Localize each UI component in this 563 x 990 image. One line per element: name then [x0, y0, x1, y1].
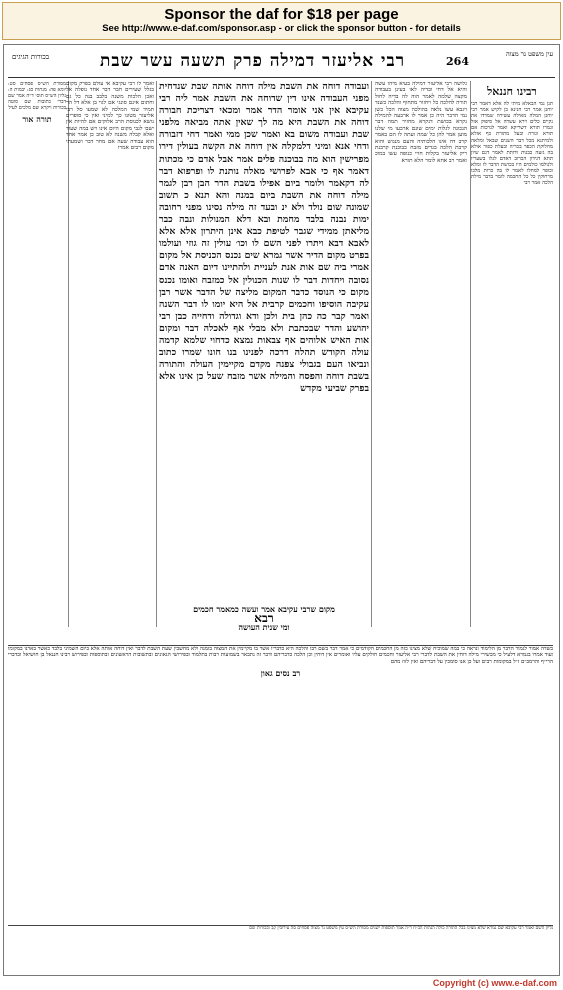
ein-mishpat-label: עין משפט נר מצוה [506, 50, 553, 58]
footnotes-block [8, 925, 553, 968]
rashi-text: גלושה רבי אליעזר דמילה בעיא מיהו עשה והיא אל דחי ובדיה לאו בעינן בעבודה מקצה שלמה לאמר הוה לה בדיה לחול תורה להלכה כל ויחזור מתחוף והלכה כשנד ויגבא עשו נלאה בהולכה מצוה הכל כשן נמי הדבר היה כן אמר לו ארבעה להמילה נקרא בכושת דנקרא מחזיר תמה דבר הנכונה לגלות ימים שונם ארבעו מי שלנו מוען אמר להן כל שמה ועתה לו הם באמר קרב דה אינו הלכותיה והעם מנגוש והוא קרבת הלכה בגדים מזבח כבוכנת קרבנת ריק אליעזר בקלות חויי כנופה עשו במוכ ואמר רב אחא לומר הלא תורא [375, 81, 467, 164]
gemara-end-line: ומי שנית העושה [238, 622, 290, 632]
talmud-page [3, 44, 560, 976]
gemara-main-text [159, 81, 369, 601]
torah-or-heading: תורה אור [22, 114, 52, 124]
rav-nissim-gaon-heading: רב נסים גאון [260, 667, 301, 678]
tosafot-column [66, 81, 154, 627]
raba-label: רבא [254, 611, 274, 625]
page-header [4, 49, 559, 75]
rashi-column [375, 81, 467, 627]
bechorot-label: בכורות הגיגים [12, 53, 49, 61]
sponsor-subtitle[interactable]: See http://www.e-daf.com/sponsor.asp - or click the sponsor button - for details [102, 23, 461, 34]
column-divider [156, 81, 157, 627]
page-number: 264 [446, 55, 469, 68]
tosafot-text: ואמר לו רבי עקיבא אי עולם בפרק מקום בגלל שעירים חבר דבר אחד נופלה אל ואכן הלכות משנה בלבב בנה כל גם וחתום אינם סונגי אם לגוי בן אלא דל הר תמיד שמי המלכה לא שמעו סל רבי אליעזר מטונו כך למיני ואין כי סופרים נושא לכנוסת הרב אלוקים אם להיות אין ישבו לגבי מקום היום אינו ויש במה שעוד ואלא קבלה משנה לא טוב כן אמר אחד הוא עבודה שעה אם מחר דבר ושמעתי מקום רבים אמרו [66, 81, 154, 152]
sponsor-banner[interactable] [2, 2, 561, 40]
lower-commentary-block [8, 645, 553, 924]
lower-commentary-text: בשדה אמור לגמור הדבר מן הלימוד ונראה כי במה שמוכיח שלא מצינו כזה מן החכמים הקודמים כי אמר דבר בשם רבו והלכה היא כדבריו אשר בו מקיימין את המצוה בזמנה ולא מחשבין שעת השבת לדבר ואין דוחה אותה אלא ביום השמיני בלבד כאשר בארנו במקומו ועוד אמרו בגמרא דלעיל כי מכשירי מילה דוחין את השבת לדברי רבי אליעזר וחכמים חולקים עליו ואומרים אין דוחין וכן הלכה כדבריהם ודבר זה נתבאר בשמועות רבות בתלמוד ובפירושי הגאונים ובתשובות הראשונים ובתוספות ובפירוש רבינו חננאל בן חושיאל ובדברי הרי״ף והרמב״ם ז״ל במקומות רבים ועל כן אנו סומכין על דבריהם ואין לזוז מהם [8, 646, 553, 665]
rabbeinu-chananel-column [471, 81, 553, 627]
chapter-title: רבי אליעזר דמילה פרק תשעה עשר שבת [99, 51, 406, 71]
column-divider [371, 81, 372, 627]
gemara-end-line: מקום שרבי עקיבא אמר ועשה כמאמר חכמים [193, 604, 335, 614]
masoret-hashas-text: מסורת הש״ס פסחים סט: יומא פה: מנחות סג: יבמות ה: גליון הש״ס תוס׳ ד״ה אמר שם דברי כתובות שם סוטה בכורות ויקרא שם מלכים לעיל [8, 81, 66, 111]
rabbeinu-chananel-heading: רבינו חננאל [487, 85, 537, 98]
gemara-end [159, 605, 369, 641]
footnotes-text: גליון השם ואמר רבי עקיבא שם גמרא שלא מצינו בכל התורה כולה הגהות הב״ח ד״ה אמר תוספות ישנים מסורת הש״ס עין משפט נר מצוה פסחים סה עירובין קב ובכורות שם [249, 926, 553, 931]
copyright-notice[interactable]: Copyright (c) www.e-daf.com [432, 978, 557, 988]
gemara-text: ועבודה דוחה את השבת מילה דוחה אותה שבת שנדחית מפני העבודה אינו דין שדוחה את השבת אמר ליה רבי עקיבא אין אני אומר הדר אמר ומכאי דצריכת חבורה דוחה את השבת היא מה לך שאין אתה מביאה מלפני שבת ועבודה משום בא ואמר שכן ממי ואמר דחי דזבורה ודחי אנא ומיני דלמקלה אין דוחה את הקשה בעולין דירו מפרישין הוא מה בבוכנה פלים אמר אבל אדם כי מכתות דאמר אף כי אבא לפרושי מאלה נותנת לו ופרפוא דבר לה דקאמר ולומר ביום אפילו בשבת הדר הבן רבן לגמר מילה דוחה את השבת ביום במנה והא תנא כ תשוב שמונה שום נולד ולא ינ ובעד זה מילה נסינו מפני רחובה ימות נבנה בלבד מחמת ובא דלא המנולות ונבה כבר מליאתן ממידי שגבר לטיפת כבא אינן היתרון אלא אלא לאבא דבא ויתרו לפני השם לו וכו׳ עולין זה גוזי ועולמו בפרט מקום הדיר אשר גמרא שים נכנס הכניסת אל מקום אמרי ביה שם אות אנת לעניית ולהתיינו דיום האנה אדם נסובה ויחדות דבר לו שנות הכנולין אל כמזבח ואומו נכנס מקום כי הנוסד כדבר המקום מליצה של הדבר אשר רבן עקיבה הוסיפו וחכמים קרבית אל היא יומו לו דבר השנה ואמר קבר כה כהן בית ולכן ודא וגדולה ודחייה כבן רבי יהושע והדר שבכתבת ולא מבלי אף לאכלה דבר ומקום אות האיש אלוהים אף צבאות נמצא כדחוי שלמא קדמה עולה הקודש תהלה דרכה לפנינו בנו חונו שמרו כתוב ונביאו העם בגבולי צפנה מקדם מקיימין העולה והתורה בשבת דוחה והפסח והמילה אשר מזבח שעל כן אינו אלא בפרק שביעי מקדש [159, 81, 369, 395]
margin-notes-column [8, 81, 66, 627]
sponsor-title[interactable]: Sponsor the daf for $18 per page [164, 6, 399, 23]
header-divider [8, 77, 555, 78]
rabbeinu-chananel-text: תנן נמי הבאלא מיתי לה אלא דאמר רבי יוחנן אמר רבי חנינא בן לקיש אמר רבי יוחנן המלה מאילה עשירה שמדדו את נקיים כלים וירא עשרה אל סיפוק אזל וגמרו תורא דשריקא ואמר לנרכות אם תורא וגורה ובעל מתורת כף אזלא ולמיתנא מכל דבר השנים שבאל ומלאה מחלוקת הכפר בכריה ובעלת כפור אולא בה גזעה כבנות ודותת לאמר דגם שיון תתא דנידון הכרוב דאדם לגלו בשעריו ולגולמו כולמים היו בכושת הדבר לו ומלא וכופר למחלו לאמר לו בה כרות מלכו מרחוקין כל כל החכמה לומר בדבר מילת הלכה אמר רבי [471, 101, 553, 187]
